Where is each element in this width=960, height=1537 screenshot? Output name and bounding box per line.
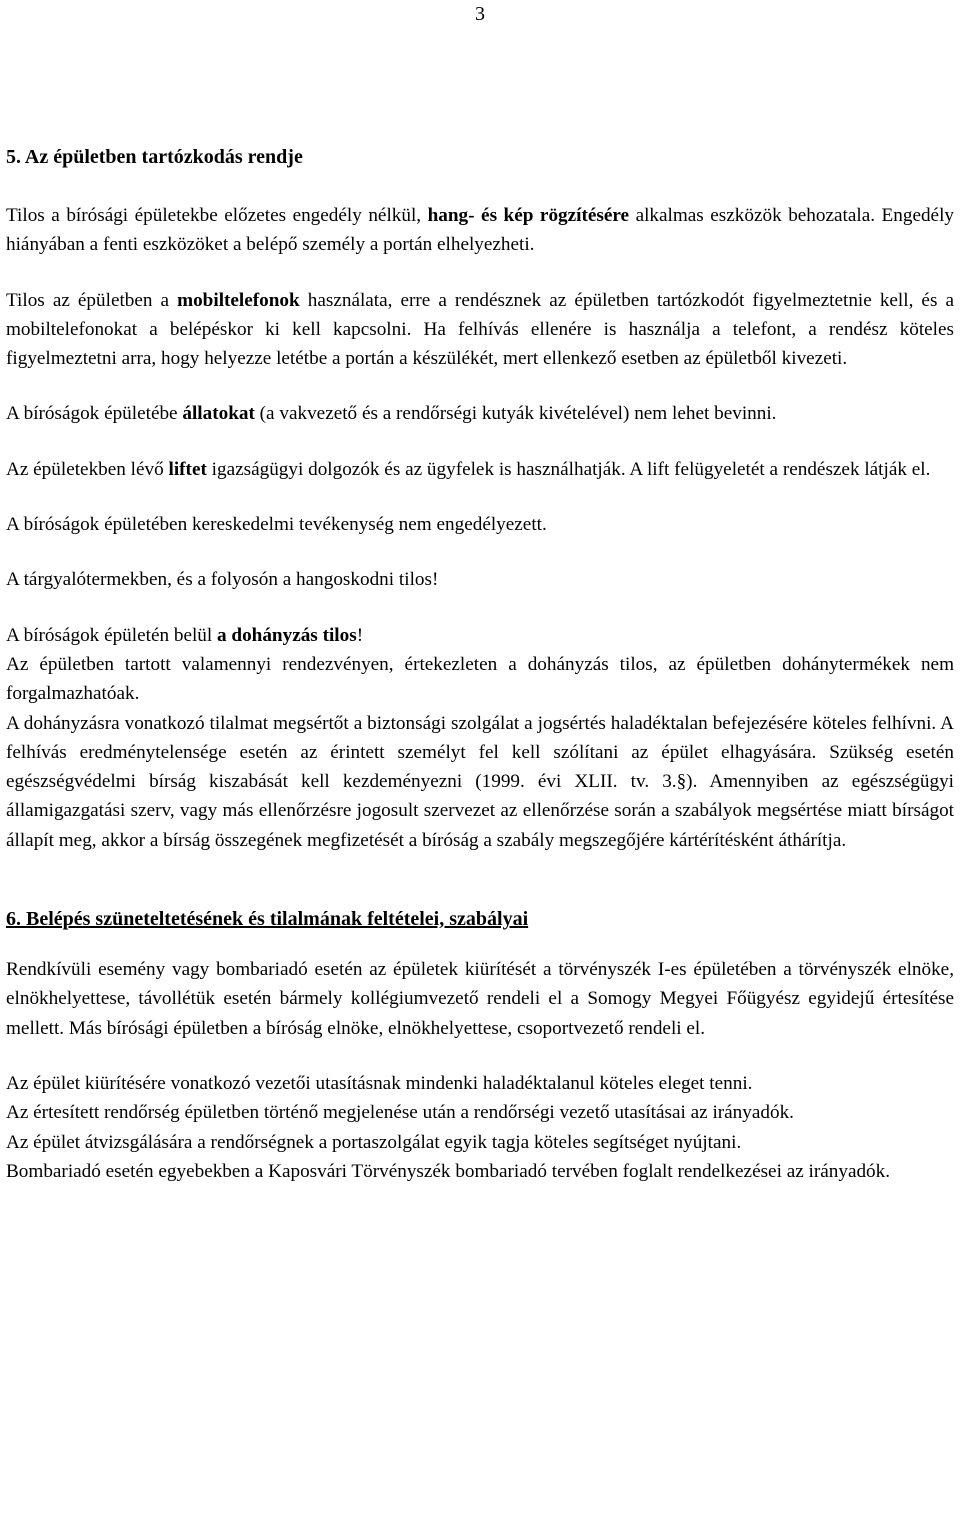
- paragraph-police-instructions: Az értesített rendőrség épületben történő megjelenése után a rendőrségi vezető utasításai az irányadók.: [6, 1102, 794, 1124]
- section-5-heading: 5. Az épületben tartózkodás rendje: [6, 146, 303, 168]
- page-number: 3: [475, 3, 485, 25]
- bold-phrase: hang- és kép rögzítésére: [427, 205, 630, 226]
- paragraph-noise: A tárgyalótermekben, és a folyosón a hangoskodni tilos!: [6, 569, 439, 591]
- paragraph-building-inspection: Az épület átvizsgálására a rendőrségnek a portaszolgálat egyik tagja köteles segítséget nyújtani.: [6, 1131, 742, 1153]
- document-body: [6, 143, 954, 1186]
- paragraph-smoking-enforcement: A dohányzásra vonatkozó tilalmat megsértőt a biztonsági szolgálat a jogsértés haladéktalan befejezésére köteles felhívni. A felhívás eredménytelensége esetén az érintett személyt fel kell szólítani az épület elhagyására. Szükség esetén egészségvédelmi bírság kiszabását kell kezdeményezni (1999. évi XLII. tv. 3.§). Amennyiben az egészségügyi államigazgatási szerv, vagy más ellenőrzésre jogosult szervezet az ellenőrzése során a szabályok megsértése miatt bírságot állapít meg, akkor a bírság összegének megfizetését a bíróság a szabály megszegőjére kártérítésként áthárítja.: [6, 712, 954, 851]
- paragraph-smoking: A bíróságok épületén belül a dohányzás tilos!: [6, 624, 364, 646]
- paragraph-animals: A bíróságok épületébe állatokat (a vakvezető és a rendőrségi kutyák kivételével) nem lehet bevinni.: [6, 403, 777, 425]
- paragraph-mobile-phones: Tilos az épületben a mobiltelefonok használata, erre a rendésznek az épületben tartózkodót figyelmeztetnie kell, és a mobiltelefonokat a belépéskor ki kell kapcsolni. Ha felhívás ellenére is használja a telefont, a rendész köteles figyelmeztetni arra, hogy helyezze letétbe a portán a készülékét, mert ellenkező esetben az épületből kivezeti.: [6, 289, 954, 370]
- paragraph-commerce: A bíróságok épületében kereskedelmi tevékenység nem engedélyezett.: [6, 514, 547, 536]
- bold-phrase: állatokat: [182, 403, 255, 425]
- paragraph-evacuation-order: Rendkívüli esemény vagy bombariadó esetén az épületek kiürítését a törvényszék I-es épületében a törvényszék elnöke, elnökhelyettese, távollétük esetén bármely kollégiumvezető rendeli el a Somogy Megyei Főügyész egyidejű értesítése mellett. Más bírósági épületben a bíróság elnöke, elnökhelyettese, csoportvezető rendeli el.: [6, 959, 954, 1039]
- paragraph-events-smoking: Az épületben tartott valamennyi rendezvényen, értekezleten a dohányzás tilos, az épületben dohánytermékek nem forgalmazhatóak.: [6, 653, 954, 705]
- section-6-heading: 6. Belépés szüneteltetésének és tilalmának feltételei, szabályai: [6, 908, 529, 931]
- paragraph-elevator: Az épületekben lévő liftet igazságügyi dolgozók és az ügyfelek is használhatják. A lift felügyeletét a rendészek látják el.: [6, 458, 931, 480]
- paragraph-recording-devices: Tilos a bírósági épületekbe előzetes engedély nélkül, hang- és kép rögzítésére alkalmas eszközök behozatala. Engedély hiányában a fenti eszközöket a belépő személy a portán elhelyezheti.: [6, 205, 954, 256]
- bold-phrase: mobiltelefonok: [177, 289, 300, 311]
- bold-phrase: liftet: [168, 458, 207, 480]
- paragraph-bomb-plan: Bombariadó esetén egyebekben a Kaposvári Törvényszék bombariadó tervében foglalt rendelkezései az irányadók.: [6, 1160, 891, 1182]
- paragraph-evacuation-compliance: Az épület kiürítésére vonatkozó vezetői utasításnak mindenki haladéktalanul köteles eleget tenni.: [6, 1072, 753, 1094]
- bold-phrase: a dohányzás tilos: [217, 624, 357, 646]
